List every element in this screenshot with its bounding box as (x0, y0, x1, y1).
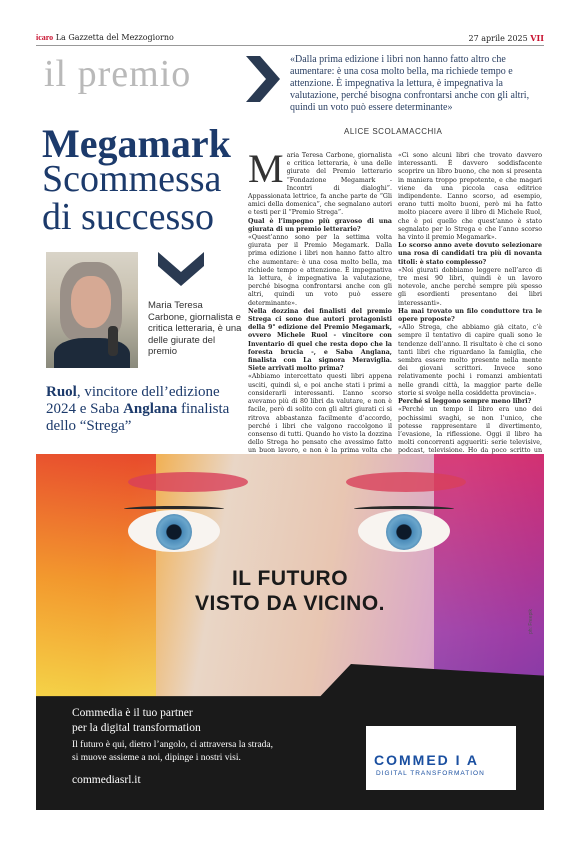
chevron-right-icon (246, 56, 280, 102)
paragraph-text: «Abbiamo intercettato questi libri appena usciti, quindi sì, e poi anche stati i primi a considerarli interessanti. L’anno scorso avevamo più di 80 libri da valutare, e non è facile, però di solito con gli altri giurati ci si ritrova abbastanza facilmente d’accordo, perché i libri che valgono raccolgono il consenso di tutti. Quando ho visto la dozzina dello Strega ho pensato che avessimo fatto un buon lavoro, e non è la prima volta che (248, 373, 392, 455)
paragraph-text: aria Teresa Carbone, giornalista e critica letteraria, è una delle giurate del Premio letterario “Fondazione Megamark - Incontri di dialoghi”. Appassionata lettrice, fa anche parte de “Gli amici della domenica”, che segnalano autori e testi per il “Premio Strega”. (248, 152, 392, 217)
subhead-name-2: Anglana (123, 401, 178, 417)
article-paragraph (248, 146, 392, 218)
eye-right (358, 510, 450, 552)
chevron-down-icon (158, 252, 204, 286)
eye-left (128, 510, 220, 552)
paragraph-text: Lo scorso anno avete dovuto selezionare una rosa di candidati tra più di novanta titoli: è stato complesso? (398, 242, 542, 266)
paragraph-text: «Allo Strega, che abbiamo già citato, c’è sempre il tentativo di capire quali sono le tendenze dell’anno. Il risultato è che ci sono tanti libri che riguardano la famiglia, che sembra essere molto presente nella mente dei giovani scrittori. Invece sono relativamente pochi i romanzi ambientati nelle grandi città, la maggior parte delle storie si svolge nella cosiddetta provincia». (398, 324, 542, 397)
interview-question (398, 398, 542, 406)
article-paragraph (398, 152, 542, 242)
paragraph-text: Perché si leggono sempre meno libri? (398, 398, 532, 406)
ad-headline-line-1: Commedia è il tuo partner (72, 707, 193, 719)
article-paragraph (398, 267, 542, 308)
photo-body (54, 338, 130, 368)
interview-question (398, 242, 542, 267)
ad-body (72, 739, 342, 765)
section-title: il premio (44, 53, 192, 95)
photo-credit: ph: Freepik (528, 608, 534, 634)
microphone-shape (108, 326, 118, 356)
ad-headline-line-2: per la digital transformation (72, 722, 201, 734)
iris-left (156, 514, 192, 550)
interview-question (248, 308, 392, 374)
paragraph-text: Nella dozzina dei finalisti del premio Strega ci sono due autori protagonisti della 9° edizione del Premio Megamark, ovvero Michele Ruol - vincitore con Inventario di quel che resta dopo che la foresta brucia -, e Saba Anglana, finalista con La signora Meraviglia. Siete arrivati molto prima? (248, 307, 392, 373)
brand-name: icaro (36, 33, 54, 42)
eyebrow-right (346, 472, 466, 492)
ad-body-line-2: si muove assieme a noi, dipinge i nostri visi. (72, 753, 241, 763)
headline-subtitle: Scommessa di successo (42, 158, 222, 238)
paragraph-text: Qual è l’impegno più gravoso di una giurata di un premio letterario? (248, 217, 392, 233)
paragraph-text: «Ci sono alcuni libri che trovato davvero interessanti. È davvero soddisfacente scoprire un libro buono, che non si presenta in maniera troppo prepotente, e che magari viene da una piccola casa editrice indipendente. L’anno scorso, ad esempio, erano tutti molto buoni, però mi ha fatto molto piacere avere il libro di Michele Ruol, che è poi quello che quest’anno è stato segnalato per lo Strega e che l’anno scorso ha vinto il premio Megamark». (398, 152, 542, 242)
portrait-photo (46, 252, 138, 368)
paragraph-text: «Noi giurati dobbiamo leggere nell’arco di tre mesi 90 libri, quindi è un lavoro notevole, anche perché sempre più spesso gli esordienti presentano dei libri interessanti». (398, 266, 542, 307)
masthead (36, 32, 174, 44)
article-column-2 (398, 152, 542, 480)
slogan-line-1: IL FUTURO (231, 567, 349, 590)
paragraph-text: «Quest’anno sono per la settima volta giurata per il Premio Megamark. Dalla prima edizione i libri non hanno fatto altro che aumentare: è una cosa molto bella, ma richiede tempo e attenzione. È impegnativa la lettura, è impegnativa la valutazione, perché bisogna confrontarsi anche con gli altri, quindi un voto può essere determinante». (248, 234, 392, 307)
ad-slogan (36, 566, 544, 616)
eyebrow-left (128, 472, 248, 492)
paragraph-text: «Perché un tempo il libro era uno dei pochissimi svaghi, se non l’unico, che potesse rappresentare il divertimento, l’evasione, la riflessione. Oggi il libro ha molti concorrenti aggueriti: serie televisive, podcast, televisione. Ho da poco scritto un (398, 406, 542, 455)
article-paragraph (398, 324, 542, 398)
article-paragraph (248, 373, 392, 463)
slogan-line-2: VISTO DA VICINO. (194, 592, 386, 615)
photo-caption: Maria Teresa Carbone, giornalista e critica letteraria, è una delle giurate del premio (148, 300, 242, 357)
page-header (36, 32, 544, 46)
ad-website-link[interactable]: commediasrl.it (72, 774, 141, 786)
page-date (469, 32, 544, 45)
article-paragraph (248, 234, 392, 308)
advertisement (36, 454, 544, 810)
subhead-name-1: Ruol (46, 384, 77, 400)
date-text: 27 aprile 2025 (468, 34, 528, 43)
headline-title: Megamark (42, 121, 231, 166)
article-column-1 (248, 146, 392, 488)
iris-right (386, 514, 422, 550)
drop-cap: M (248, 146, 284, 191)
pull-quote: «Dalla prima edizione i libri non hanno fatto altro che aumentare: è una cosa molto bella, ma richiede tempo e attenzione. È impegnativa la lettura, è impegnativa la valutazione, perché bisogna confrontarsi anche con gli altri, quindi un voto può essere determinante» (290, 54, 530, 113)
interview-question (248, 218, 392, 234)
logo-tagline: DIGITAL TRANSFORMATION (376, 770, 485, 777)
page-number: VII (530, 33, 544, 43)
photo-face (71, 276, 111, 328)
paper-name: La Gazzetta del Mezzogiorno (55, 33, 174, 42)
subhead-text-1: , vincitore dell’edizione 2024 e Saba (46, 384, 220, 417)
commedia-logo: COMMED I A (374, 752, 480, 768)
article-subhead (46, 384, 246, 435)
ad-body-line-1: Il futuro è qui, dietro l’angolo, ci attraversa la strada, (72, 740, 274, 750)
author-byline: ALICE SCOLAMACCHIA (344, 127, 443, 136)
interview-question (398, 308, 542, 324)
ad-headline (72, 706, 332, 736)
paragraph-text: Ha mai trovato un filo conduttore tra le opere proposte? (398, 307, 542, 324)
subhead-text-2: finalista dello “Strega” (46, 401, 230, 434)
